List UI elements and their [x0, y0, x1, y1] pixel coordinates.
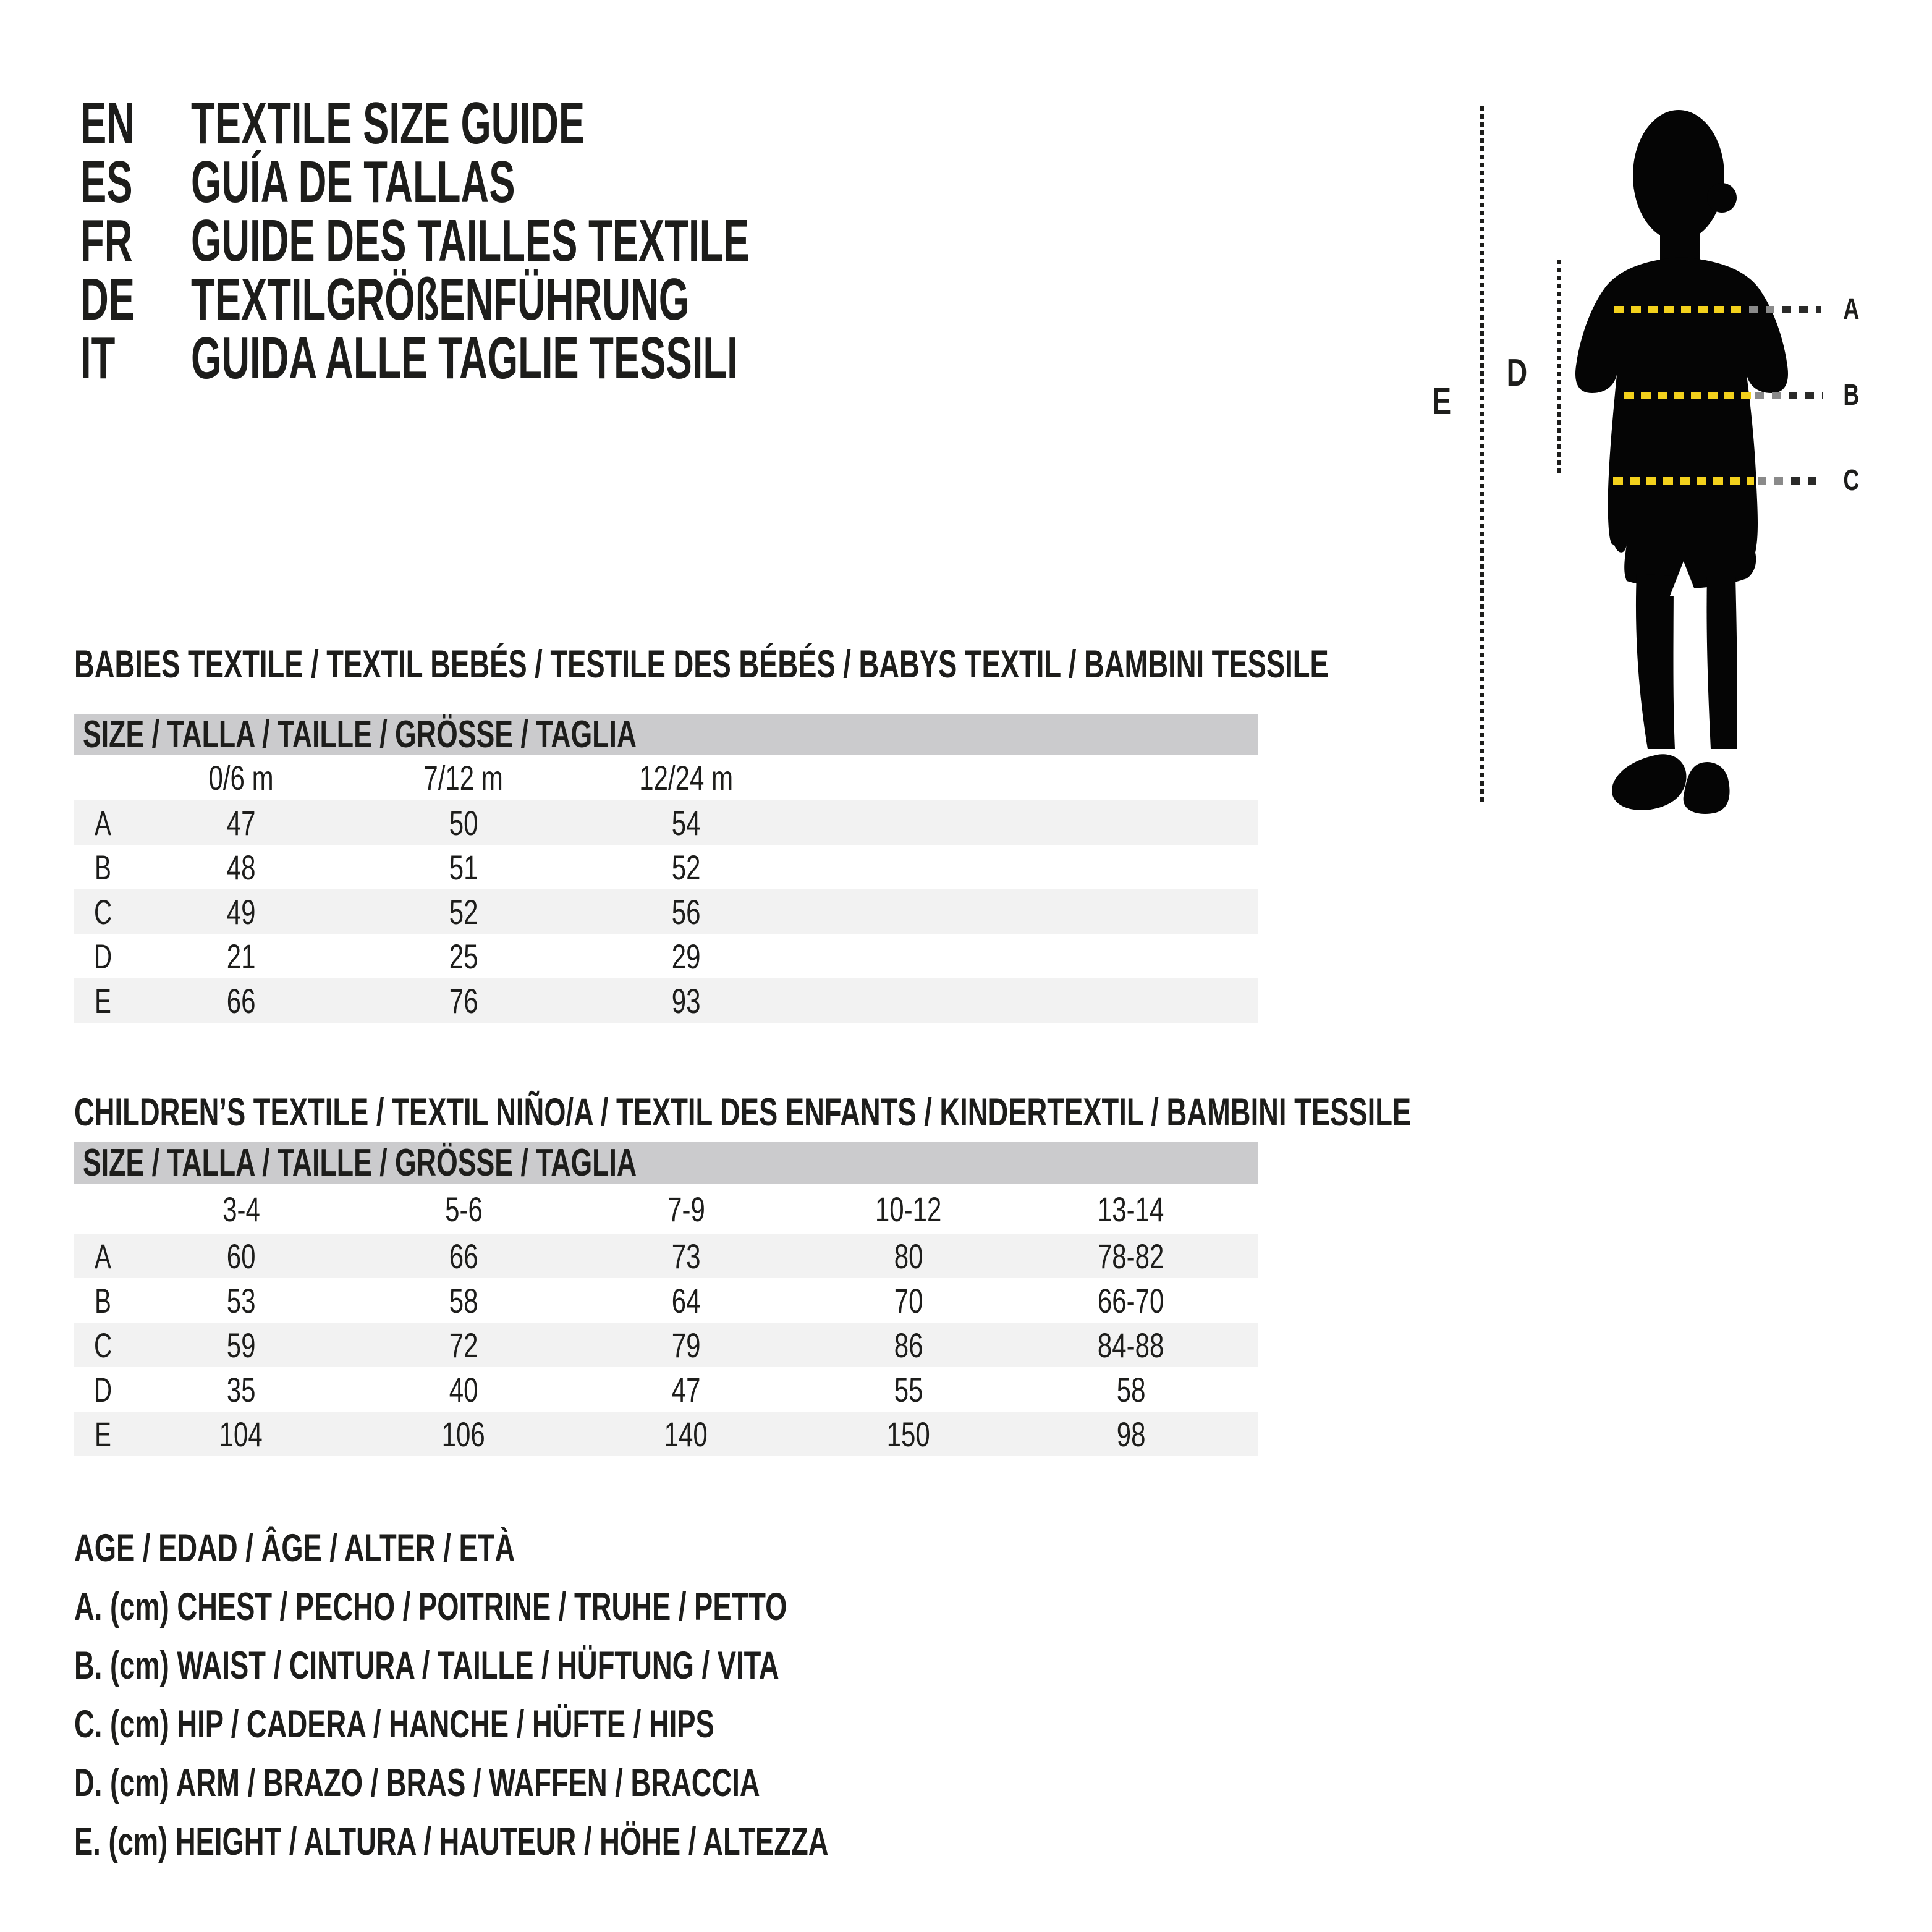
cell: 50: [449, 803, 478, 842]
row-label: B: [95, 1281, 112, 1320]
babies-size-table: [74, 755, 1258, 1023]
children-row-d: [74, 1367, 1258, 1412]
cell: 104: [219, 1414, 263, 1454]
arm-label-d: D: [1506, 352, 1528, 394]
silhouette-right-shoe: [1684, 762, 1730, 814]
table-filler: [797, 800, 1258, 845]
cell: 59: [226, 1325, 256, 1365]
table-filler: [797, 755, 1258, 800]
children-row-e: [74, 1412, 1258, 1456]
babies-col-0-6m: 0/6 m: [208, 758, 274, 797]
table-filler: [1242, 1234, 1258, 1278]
children-row-a: [74, 1234, 1258, 1278]
cell: 93: [671, 981, 701, 1020]
children-size-header-text: SIZE / TALLA / TAILLE / GRÖSSE / TAGLIA: [83, 1142, 637, 1184]
arm-measure-line-d: [1557, 260, 1561, 475]
babies-row-b: [74, 845, 1258, 889]
cell: 58: [1116, 1370, 1146, 1409]
cell: 47: [671, 1370, 701, 1409]
chest-measure-dash-on-body: [1614, 306, 1744, 313]
guide-title-en: TEXTILE SIZE GUIDE: [190, 90, 585, 156]
table-corner: [74, 755, 130, 800]
babies-row-c: [74, 889, 1258, 934]
waist-measure-dash-leader: [1789, 392, 1823, 399]
babies-row-a: [74, 800, 1258, 845]
row-label: D: [93, 1370, 112, 1409]
child-silhouette-icon: [1570, 104, 1792, 815]
table-filler: [1242, 1412, 1258, 1456]
language-row-fr: [80, 208, 1037, 274]
children-col-10-12: 10-12: [875, 1189, 942, 1229]
legend-arm: D. (cm) ARM / BRAZO / BRAS / WAFFEN / BRACCIA: [74, 1761, 760, 1805]
cell: 79: [671, 1325, 701, 1365]
hip-label-c: C: [1843, 464, 1860, 497]
babies-col-7-12m: 7/12 m: [423, 758, 504, 797]
babies-column-header-row: [74, 755, 1258, 800]
legend-age: AGE / EDAD / ÂGE / ALTER / ETÀ: [74, 1527, 515, 1570]
babies-col-12-24m: 12/24 m: [639, 758, 733, 797]
guide-title-de: TEXTILGRÖßENFÜHRUNG: [190, 266, 689, 333]
cell: 84-88: [1098, 1325, 1164, 1365]
row-label: D: [93, 936, 112, 976]
children-size-table: [74, 1184, 1258, 1456]
language-row-de: [80, 266, 1037, 333]
table-filler: [797, 934, 1258, 978]
children-row-c: [74, 1323, 1258, 1367]
cell: 76: [449, 981, 478, 1020]
legend-height: E. (cm) HEIGHT / ALTURA / HAUTEUR / HÖHE / ALTEZZA: [74, 1820, 829, 1863]
cell: 56: [671, 892, 701, 931]
legend-waist: B. (cm) WAIST / CINTURA / TAILLE / HÜFTUNG / VITA: [74, 1644, 779, 1687]
cell: 60: [226, 1236, 256, 1276]
hip-measure-dash-fade: [1758, 477, 1787, 485]
row-label: C: [93, 1325, 112, 1365]
table-corner: [74, 1184, 130, 1234]
cell: 80: [894, 1236, 923, 1276]
children-col-7-9: 7-9: [667, 1189, 705, 1229]
row-label: A: [95, 1236, 112, 1276]
table-filler: [1242, 1323, 1258, 1367]
silhouette-head: [1633, 110, 1724, 241]
cell: 78-82: [1098, 1236, 1164, 1276]
table-filler: [797, 978, 1258, 1023]
language-row-es: [80, 149, 1037, 215]
row-label: A: [95, 803, 112, 842]
language-code: DE: [80, 266, 135, 333]
hip-measure-dash-on-body: [1613, 477, 1754, 485]
table-filler: [1242, 1184, 1258, 1234]
cell: 21: [226, 936, 256, 976]
language-title-list: [80, 90, 1037, 391]
babies-size-header-text: SIZE / TALLA / TAILLE / GRÖSSE / TAGLIA: [83, 713, 637, 756]
language-row-en: [80, 90, 1037, 156]
cell: 58: [449, 1281, 478, 1320]
cell: 98: [1116, 1414, 1146, 1454]
cell: 73: [671, 1236, 701, 1276]
cell: 51: [449, 847, 478, 887]
cell: 150: [886, 1414, 931, 1454]
cell: 53: [226, 1281, 256, 1320]
cell: 25: [449, 936, 478, 976]
row-label: E: [95, 981, 112, 1020]
row-label: C: [93, 892, 112, 931]
children-column-header-row: [74, 1184, 1258, 1234]
legend-chest: A. (cm) CHEST / PECHO / POITRINE / TRUHE / PETTO: [74, 1585, 787, 1629]
cell: 70: [894, 1281, 923, 1320]
guide-title-it: GUIDA ALLE TAGLIE TESSILI: [190, 325, 738, 391]
cell: 64: [671, 1281, 701, 1320]
cell: 52: [449, 892, 478, 931]
chest-label-a: A: [1843, 293, 1860, 326]
cell: 35: [226, 1370, 256, 1409]
language-code: FR: [80, 208, 133, 274]
children-col-5-6: 5-6: [444, 1189, 483, 1229]
legend-hip: C. (cm) HIP / CADERA / HANCHE / HÜFTE / HIPS: [74, 1703, 714, 1746]
guide-title-es: GUÍA DE TALLAS: [190, 149, 515, 215]
cell: 86: [894, 1325, 923, 1365]
chest-measure-dash-fade: [1749, 306, 1779, 313]
chest-measure-dash-leader: [1782, 306, 1821, 313]
table-filler: [1242, 1278, 1258, 1323]
cell: 106: [441, 1414, 486, 1454]
language-code: EN: [80, 90, 135, 156]
table-filler: [1242, 1367, 1258, 1412]
babies-size-header-bar: [74, 714, 1258, 755]
cell: 72: [449, 1325, 478, 1365]
children-col-3-4: 3-4: [222, 1189, 260, 1229]
height-measure-line-e: [1480, 106, 1484, 803]
table-filler: [797, 889, 1258, 934]
guide-title-fr: GUIDE DES TAILLES TEXTILE: [190, 208, 750, 274]
cell: 54: [671, 803, 701, 842]
measurement-legend: [74, 1519, 1122, 1871]
cell: 55: [894, 1370, 923, 1409]
language-code: IT: [80, 325, 116, 391]
cell: 140: [664, 1414, 708, 1454]
cell: 48: [226, 847, 256, 887]
children-section-title: CHILDREN’S TEXTILE / TEXTIL NIÑO/A / TEXTIL DES ENFANTS / KINDERTEXTIL / BAMBINI TESSILE: [74, 1091, 1412, 1134]
cell: 52: [671, 847, 701, 887]
waist-label-b: B: [1843, 379, 1860, 412]
silhouette-left-shoe: [1612, 754, 1686, 810]
table-filler: [797, 845, 1258, 889]
babies-row-d: [74, 934, 1258, 978]
language-code: ES: [80, 149, 133, 215]
cell: 66: [226, 981, 256, 1020]
cell: 66-70: [1098, 1281, 1164, 1320]
cell: 49: [226, 892, 256, 931]
children-size-header-bar: [74, 1142, 1258, 1184]
babies-row-e: [74, 978, 1258, 1023]
waist-measure-dash-fade: [1755, 392, 1785, 399]
cell: 29: [671, 936, 701, 976]
babies-section-title: BABIES TEXTILE / TEXTIL BEBÉS / TESTILE DES BÉBÉS / BABYS TEXTIL / BAMBINI TESSILE: [74, 643, 1329, 686]
cell: 47: [226, 803, 256, 842]
children-col-13-14: 13-14: [1098, 1189, 1164, 1229]
row-label: E: [95, 1414, 112, 1454]
waist-measure-dash-on-body: [1624, 392, 1752, 399]
cell: 66: [449, 1236, 478, 1276]
height-label-e: E: [1432, 380, 1452, 423]
hip-measure-dash-leader: [1791, 477, 1823, 485]
children-row-b: [74, 1278, 1258, 1323]
row-label: B: [95, 847, 112, 887]
language-row-it: [80, 325, 1037, 391]
cell: 40: [449, 1370, 478, 1409]
